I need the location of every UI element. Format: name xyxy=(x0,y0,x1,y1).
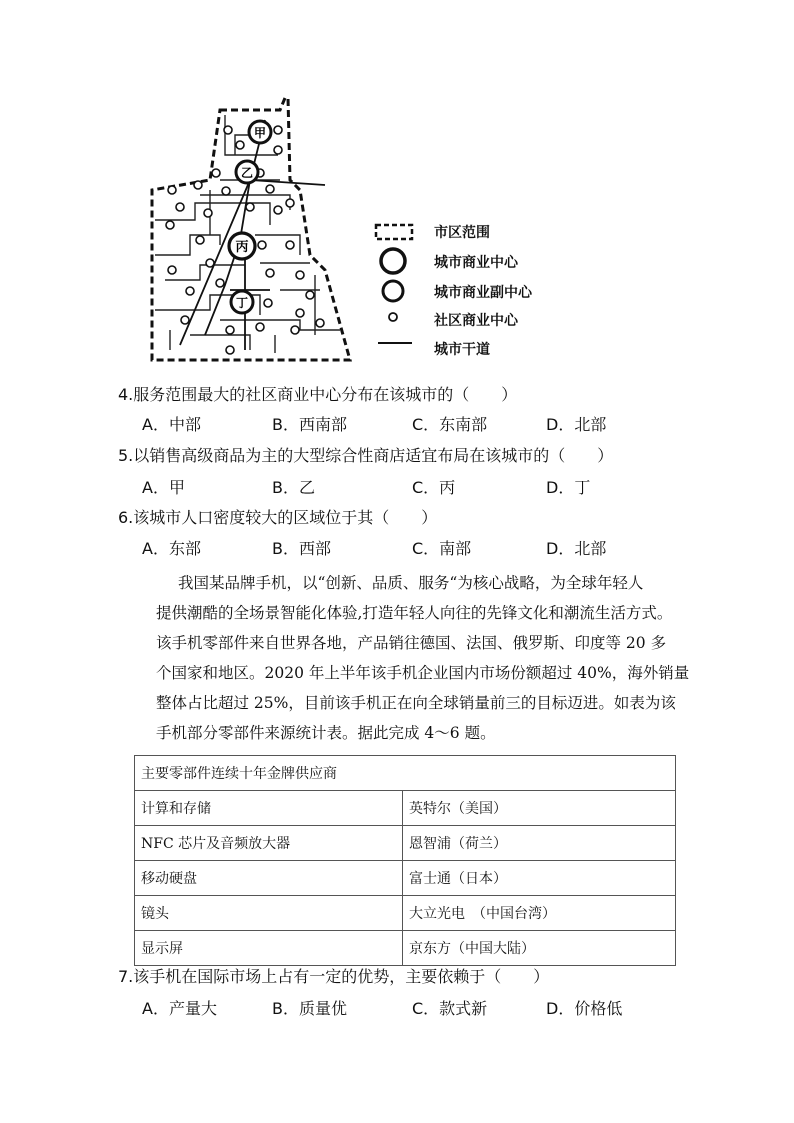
question-7-stem: 7.该手机在国际市场上占有一定的优势，主要依赖于（ ） xyxy=(118,967,550,986)
q7-option-b[interactable]: B．质量优 xyxy=(272,999,347,1018)
q6-option-c[interactable]: C．南部 xyxy=(412,539,472,558)
passage-line: 个国家和地区。2020 年上半年该手机企业国内市场份额超过 40%，海外销量 xyxy=(156,664,690,682)
q5-option-b[interactable]: B．乙 xyxy=(272,478,315,497)
table-row xyxy=(135,896,676,931)
passage-line: 提供潮酷的全场景智能化体验,打造年轻人向往的先锋文化和潮流生活方式。 xyxy=(156,604,673,622)
table-row xyxy=(135,931,676,966)
legend-label-city-area: 市区范围 xyxy=(434,225,490,241)
table-cell-supplier: 富士通（日本） xyxy=(403,861,676,896)
table-cell-part: 镜头 xyxy=(135,896,403,931)
table-cell-part: NFC 芯片及音频放大器 xyxy=(135,826,403,861)
q4-option-a[interactable]: A．中部 xyxy=(142,415,201,434)
road-line-icon xyxy=(376,338,414,348)
table-cell-part: 移动硬盘 xyxy=(135,861,403,896)
q7-option-a[interactable]: A．产量大 xyxy=(142,999,217,1018)
q6-option-a[interactable]: A．东部 xyxy=(142,539,201,558)
table-cell-supplier: 大立光电 （中国台湾） xyxy=(403,896,676,931)
svg-text:甲: 甲 xyxy=(253,126,267,140)
question-4-stem: 4.服务范围最大的社区商业中心分布在该城市的（ ） xyxy=(118,385,518,404)
table-cell-part: 计算和存储 xyxy=(135,791,403,826)
large-circle-icon xyxy=(378,246,408,276)
table-row xyxy=(135,791,676,826)
reading-passage xyxy=(156,568,705,748)
passage-line: 该手机零部件来自世界各地，产品销往德国、法国、俄罗斯、印度等 20 多 xyxy=(156,634,667,652)
parts-supplier-table xyxy=(134,755,676,966)
q4-option-b[interactable]: B．西南部 xyxy=(272,415,347,434)
table-header-row xyxy=(135,756,676,791)
svg-text:丙: 丙 xyxy=(235,240,249,255)
q7-option-c[interactable]: C．款式新 xyxy=(412,999,488,1018)
table-cell-supplier: 京东方（中国大陆） xyxy=(403,931,676,966)
svg-text:乙: 乙 xyxy=(240,166,254,180)
dashed-rect-icon xyxy=(374,222,414,242)
medium-circle-icon xyxy=(380,278,406,304)
center-jia xyxy=(249,121,271,143)
q6-option-d[interactable]: D．北部 xyxy=(546,539,607,558)
question-6-stem: 6.该城市人口密度较大的区域位于其（ ） xyxy=(118,508,438,527)
center-yi xyxy=(236,161,258,183)
q5-option-a[interactable]: A．甲 xyxy=(142,478,185,497)
q5-option-c[interactable]: C．丙 xyxy=(412,478,456,497)
passage-line: 我国某品牌手机，以“创新、品质、服务“为核心战略，为全球年轻人 xyxy=(178,574,644,592)
table-header: 主要零部件连续十年金牌供应商 xyxy=(135,756,676,791)
legend-label-community-center: 社区商业中心 xyxy=(434,313,518,329)
q5-option-d[interactable]: D．丁 xyxy=(546,478,591,497)
q4-option-c[interactable]: C．东南部 xyxy=(412,415,488,434)
passage-line: 整体占比超过 25%，目前该手机正在向全球销量前三的目标迈进。如表为该 xyxy=(156,694,676,712)
legend-label-sub-center: 城市商业副中心 xyxy=(434,285,532,301)
question-5-stem: 5.以销售高级商品为主的大型综合性商店适宜布局在该城市的（ ） xyxy=(118,446,614,465)
table-cell-supplier: 恩智浦（荷兰） xyxy=(403,826,676,861)
city-map xyxy=(150,95,355,365)
legend-label-main-road: 城市干道 xyxy=(434,342,490,358)
q4-option-d[interactable]: D．北部 xyxy=(546,415,607,434)
legend-label-city-center: 城市商业中心 xyxy=(434,255,518,271)
small-dot-icon xyxy=(386,310,400,324)
q6-option-b[interactable]: B．西部 xyxy=(272,539,331,558)
center-bing xyxy=(229,233,255,259)
table-cell-supplier: 英特尔（美国） xyxy=(403,791,676,826)
table-row xyxy=(135,861,676,896)
table-row xyxy=(135,826,676,861)
q7-option-d[interactable]: D．价格低 xyxy=(546,999,623,1018)
table-cell-part: 显示屏 xyxy=(135,931,403,966)
passage-line: 手机部分零部件来源统计表。据此完成 4～6 题。 xyxy=(156,724,496,742)
center-ding xyxy=(231,291,253,313)
svg-text:丁: 丁 xyxy=(235,296,249,310)
